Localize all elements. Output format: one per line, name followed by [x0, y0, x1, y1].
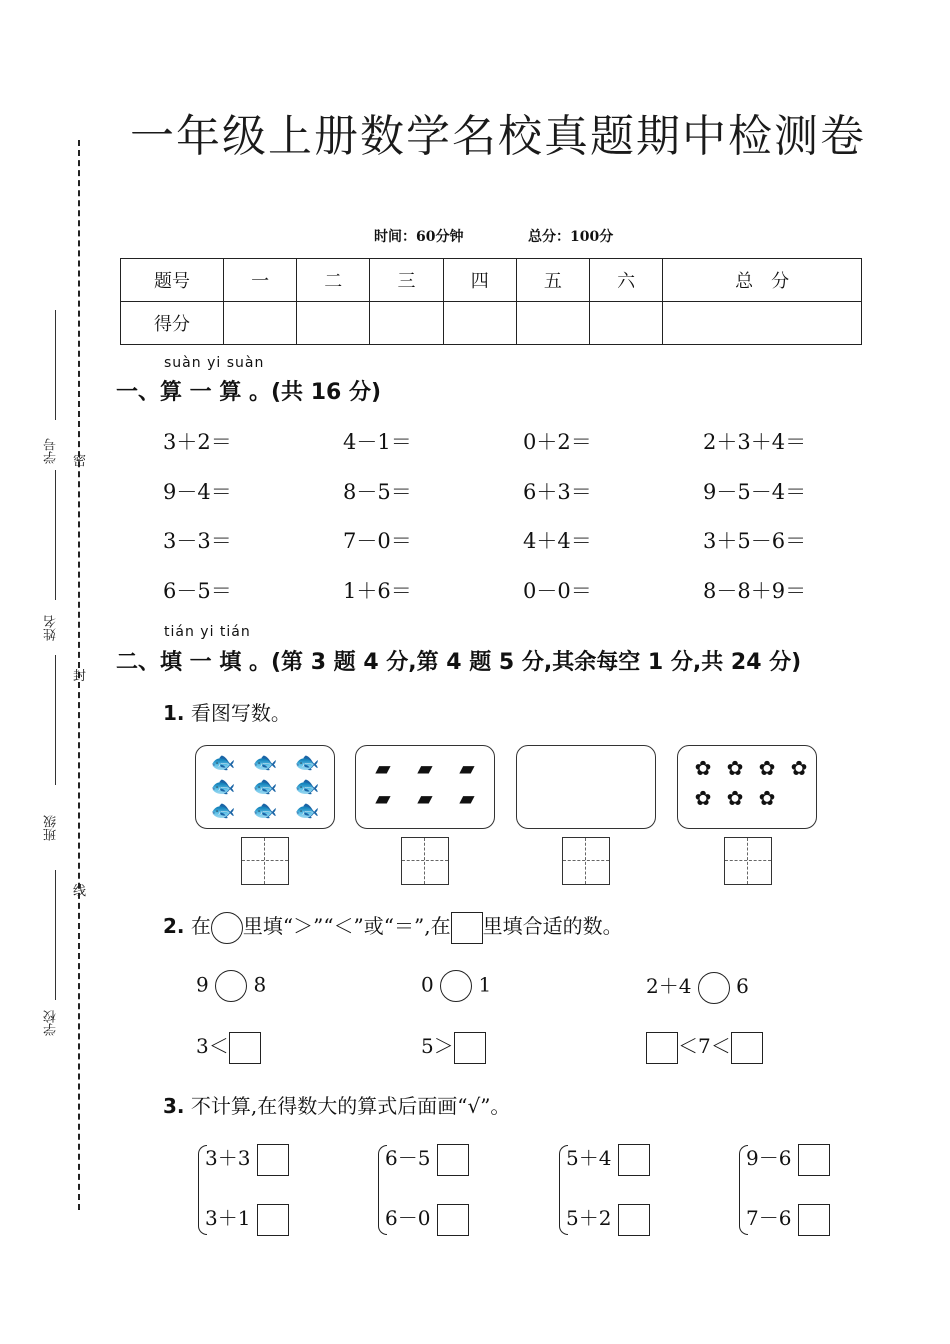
- compare-item-a: [196, 970, 266, 1002]
- check-box[interactable]: [618, 1144, 650, 1176]
- question-text: 里填合适的数。: [482, 914, 623, 938]
- eraser-icon: ▰: [375, 756, 391, 780]
- class-line[interactable]: [55, 655, 56, 785]
- score-header-cell: 四: [443, 259, 516, 302]
- calc-problem: 7－0＝: [343, 529, 412, 553]
- expression: 5＋2: [566, 1206, 612, 1230]
- compare-pair-bottom: [566, 1202, 650, 1236]
- compare-right: 8: [253, 972, 267, 997]
- fish-icon: 🐟: [252, 798, 278, 822]
- calc-problem: 8－8＋9＝: [703, 579, 807, 603]
- question-number: 3.: [163, 1094, 185, 1118]
- score-table: [120, 258, 862, 345]
- compare-left: 2＋4: [646, 974, 692, 998]
- section2-heading: 二、填 一 填 。(第 3 题 4 分,第 4 题 5 分,其余每空 1 分,共 24 分): [116, 650, 802, 675]
- compare-pair-bottom: [385, 1202, 469, 1236]
- flower-icon: ✿: [790, 756, 808, 780]
- flower-icon: ✿: [758, 786, 776, 810]
- score-row-label: 得分: [121, 302, 224, 345]
- score-header-cell: 三: [370, 259, 443, 302]
- fish-icon: 🐟: [252, 774, 278, 798]
- calc-problem: 3－3＝: [163, 529, 232, 553]
- calc-problem: 4＋4＝: [523, 529, 592, 553]
- check-box[interactable]: [437, 1144, 469, 1176]
- expression: 3＋3: [205, 1146, 251, 1170]
- name-line[interactable]: [55, 470, 56, 600]
- calc-problem: 3＋2＝: [163, 430, 232, 454]
- time-info: 时间：60分钟: [374, 229, 464, 245]
- section1-heading: 一、算 一 算 。(共 16 分): [116, 380, 382, 405]
- calc-problem: 3＋5－6＝: [703, 529, 807, 553]
- compare-pair-top: [566, 1142, 650, 1176]
- fish-icon: 🐟: [294, 774, 320, 798]
- score-header-cell: 五: [516, 259, 589, 302]
- seal-char-mi: 密: [73, 454, 87, 469]
- question-2: [163, 910, 623, 944]
- expression: 9－6: [746, 1146, 792, 1170]
- compare-pair-top: [205, 1142, 289, 1176]
- check-box[interactable]: [257, 1204, 289, 1236]
- flower-icon: ✿: [758, 756, 776, 780]
- eraser-icon: ▰: [417, 786, 433, 810]
- section2-pinyin: tián yi tián: [164, 624, 251, 640]
- compare-pair-top: [746, 1142, 830, 1176]
- fill-item-d: [196, 1030, 261, 1064]
- question-text: 里填“＞”“＜”或“＝”,在: [242, 914, 451, 938]
- calc-problem: 4－1＝: [343, 430, 412, 454]
- score-table-score-row: [121, 302, 862, 345]
- answer-box-flowers[interactable]: [724, 837, 772, 885]
- expression: 6－5: [385, 1146, 431, 1170]
- student-id-label: 学号: [44, 438, 59, 464]
- question-1: [163, 697, 291, 726]
- fish-icon: 🐟: [294, 798, 320, 822]
- score-cell[interactable]: [443, 302, 516, 345]
- answer-box-empty[interactable]: [562, 837, 610, 885]
- compare-circle-blank[interactable]: [698, 972, 730, 1004]
- score-header-cell: 题号: [121, 259, 224, 302]
- calc-problem: 8－5＝: [343, 480, 412, 504]
- section1-pinyin: suàn yi suàn: [164, 355, 265, 371]
- compare-pair-bottom: [205, 1202, 289, 1236]
- question-3: [163, 1090, 510, 1119]
- fish-icon: 🐟: [210, 798, 236, 822]
- score-cell[interactable]: [663, 302, 862, 345]
- score-cell[interactable]: [297, 302, 370, 345]
- calc-problem: 2＋3＋4＝: [703, 430, 807, 454]
- flower-icon: ✿: [694, 756, 712, 780]
- page-title: 一年级上册数学名校真题期中检测卷: [130, 111, 866, 162]
- answer-box-fish[interactable]: [241, 837, 289, 885]
- total-score-info: 总分：100分: [528, 229, 614, 245]
- fill-text: 5＞: [421, 1034, 454, 1058]
- calc-problem: 0－0＝: [523, 579, 592, 603]
- fish-icon: 🐟: [252, 750, 278, 774]
- flower-icon: ✿: [726, 786, 744, 810]
- square-symbol-icon: [451, 912, 483, 944]
- score-header-cell: 六: [590, 259, 663, 302]
- calc-problem: 1＋6＝: [343, 579, 412, 603]
- fill-item-f: [646, 1030, 763, 1064]
- circle-symbol-icon: [211, 912, 243, 944]
- calc-problem: 6－5＝: [163, 579, 232, 603]
- check-box[interactable]: [437, 1204, 469, 1236]
- compare-left: 9: [196, 972, 209, 997]
- picture-box-erasers: [355, 745, 495, 829]
- compare-right: 1: [478, 972, 492, 997]
- compare-pair-top: [385, 1142, 469, 1176]
- picture-box-empty: [516, 745, 656, 829]
- question-text: 在: [190, 914, 211, 938]
- expression: 5＋4: [566, 1146, 612, 1170]
- compare-item-b: [421, 970, 491, 1002]
- expression: 6－0: [385, 1206, 431, 1230]
- score-header-cell: 二: [297, 259, 370, 302]
- fill-square-blank[interactable]: [646, 1032, 678, 1064]
- flower-icon: ✿: [726, 756, 744, 780]
- school-line[interactable]: [55, 870, 56, 1000]
- calc-problem: 0＋2＝: [523, 430, 592, 454]
- eraser-icon: ▰: [459, 786, 475, 810]
- compare-item-c: [646, 970, 749, 1004]
- fill-text: ＜7＜: [678, 1034, 731, 1058]
- score-header-cell: 总 分: [663, 259, 862, 302]
- picture-box-fish: [195, 745, 335, 829]
- check-box[interactable]: [798, 1204, 830, 1236]
- compare-circle-blank[interactable]: [440, 970, 472, 1002]
- compare-circle-blank[interactable]: [215, 970, 247, 1002]
- question-text: 不计算,在得数大的算式后面画“√”。: [190, 1094, 511, 1118]
- compare-left: 0: [421, 972, 434, 997]
- fill-item-e: [421, 1030, 486, 1064]
- name-label: 姓名: [44, 615, 59, 641]
- fish-icon: 🐟: [210, 774, 236, 798]
- score-header-cell: 一: [224, 259, 297, 302]
- expression: 3＋1: [205, 1206, 251, 1230]
- score-cell[interactable]: [590, 302, 663, 345]
- flower-icon: ✿: [694, 786, 712, 810]
- calc-problem: 9－5－4＝: [703, 480, 807, 504]
- eraser-icon: ▰: [375, 786, 391, 810]
- check-box[interactable]: [618, 1204, 650, 1236]
- eraser-icon: ▰: [417, 756, 433, 780]
- class-label: 班级: [44, 815, 59, 841]
- fill-square-blank[interactable]: [229, 1032, 261, 1064]
- expression: 7－6: [746, 1206, 792, 1230]
- question-number: 2.: [163, 914, 185, 938]
- fill-square-blank[interactable]: [731, 1032, 763, 1064]
- seal-char-feng: 封: [73, 669, 87, 684]
- question-number: 1.: [163, 701, 185, 725]
- picture-box-flowers: [677, 745, 817, 829]
- school-label: 学校: [44, 1010, 59, 1036]
- calc-problem: 6＋3＝: [523, 480, 592, 504]
- score-cell[interactable]: [370, 302, 443, 345]
- fill-square-blank[interactable]: [454, 1032, 486, 1064]
- fish-icon: 🐟: [210, 750, 236, 774]
- question-text: 看图写数。: [190, 701, 291, 725]
- seal-char-xian: 线: [73, 884, 87, 899]
- score-cell[interactable]: [516, 302, 589, 345]
- eraser-icon: ▰: [459, 756, 475, 780]
- score-table-header-row: [121, 259, 862, 302]
- check-box[interactable]: [798, 1144, 830, 1176]
- fish-icon: 🐟: [294, 750, 320, 774]
- answer-box-erasers[interactable]: [401, 837, 449, 885]
- student-id-line[interactable]: [55, 310, 56, 420]
- compare-right: 6: [736, 974, 749, 998]
- compare-pair-bottom: [746, 1202, 830, 1236]
- check-box[interactable]: [257, 1144, 289, 1176]
- score-cell[interactable]: [224, 302, 297, 345]
- calc-problem: 9－4＝: [163, 480, 232, 504]
- fill-text: 3＜: [196, 1034, 229, 1058]
